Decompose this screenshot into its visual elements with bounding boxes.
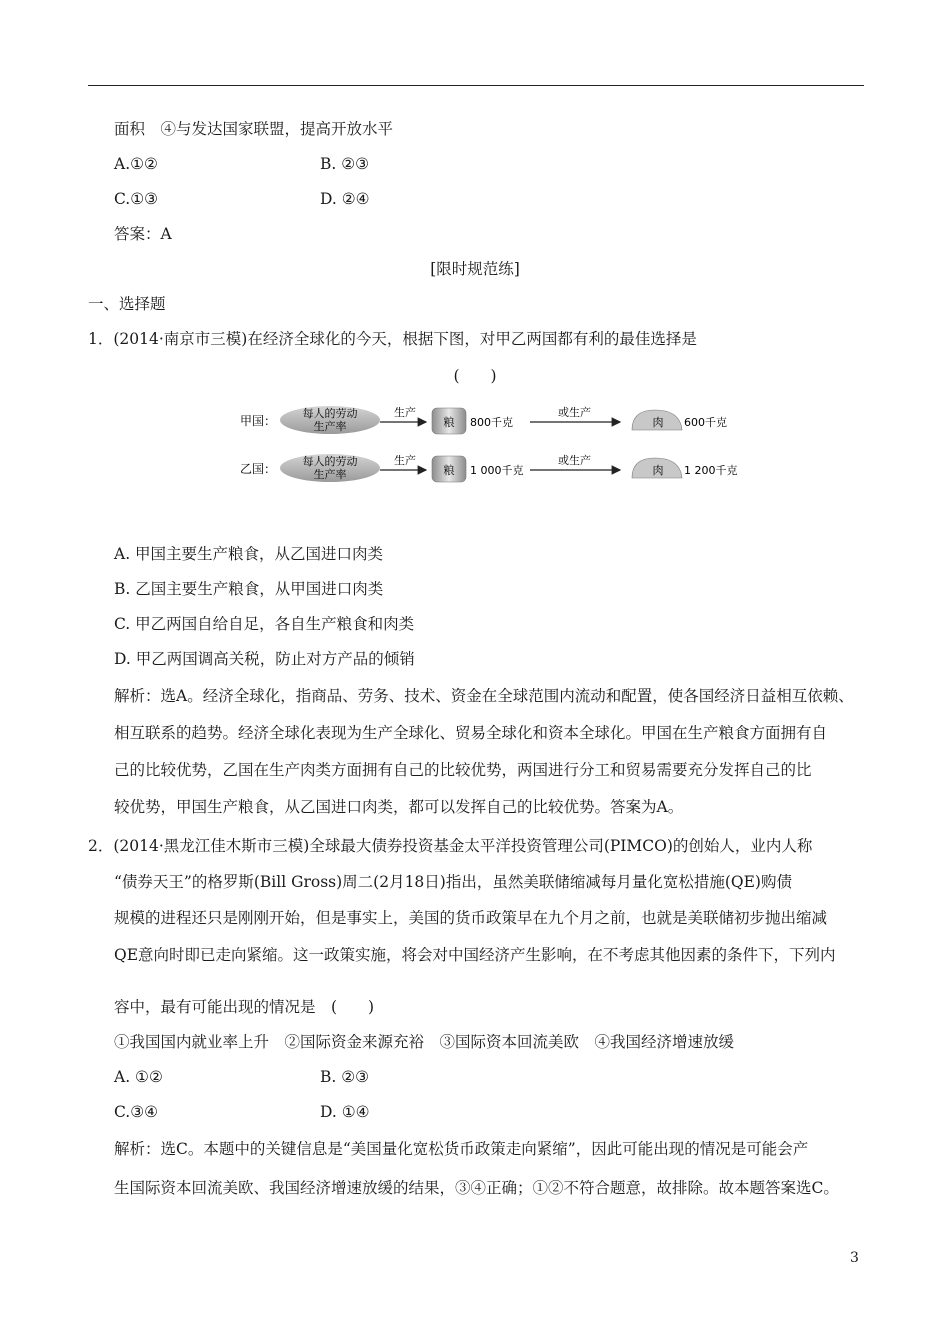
q1-analysis-line: 相互联系的趋势。经济全球化表现为生产全球化、贸易全球化和资本全球化。甲国在生产粮食方面拥有自 <box>114 724 828 742</box>
country-jia: 甲国： <box>240 414 277 428</box>
continued-line: 面积 ④与发达国家联盟，提高开放水平 <box>114 120 394 138</box>
meat-label: 肉 <box>652 416 664 429</box>
header-rule <box>88 85 864 86</box>
arrow-label-or-produce: 或生产 <box>558 454 591 467</box>
page-number: 3 <box>850 1250 859 1266</box>
answer-line: 答案：A <box>114 225 172 243</box>
grain-label: 粮 <box>443 416 455 429</box>
production-diagram <box>240 400 740 495</box>
q2-analysis-line: 解析：选C。本题中的关键信息是“美国量化宽松货币政策走向紧缩”，因此可能出现的情况是可能会产 <box>114 1140 809 1158</box>
option-d: D. ②④ <box>320 190 370 208</box>
q1-analysis-line: 较优势，甲国生产粮食，从乙国进口肉类，都可以发挥自己的比较优势。答案为A。 <box>114 798 684 816</box>
ellipse-line1: 每人的劳动 <box>302 455 358 468</box>
q2-items: ①我国国内就业率上升 ②国际资金来源充裕 ③国际资本回流美欧 ④我国经济增速放缓 <box>114 1033 735 1051</box>
q2-stem-line: 容中，最有可能出现的情况是 ( ) <box>114 998 375 1016</box>
option-a: A.①② <box>114 155 158 173</box>
meat-label: 肉 <box>652 464 664 477</box>
q2-stem-line: “债券天王”的格罗斯(Bill Gross)周二(2月18日)指出，虽然美联储缩减每月量化宽松措施(QE)购债 <box>114 873 792 891</box>
q2-stem-line: 2．(2014·黑龙江佳木斯市三模)全球最大债券投资基金太平洋投资管理公司(PIMCO)的创始人，业内人称 <box>88 837 813 855</box>
arrow-label-or-produce: 或生产 <box>558 406 591 419</box>
q1-analysis-line: 解析：选A。经济全球化，指商品、劳务、技术、资金在全球范围内流动和配置，使各国经济日益相互依赖、 <box>114 687 854 705</box>
q2-stem-line: 规模的进程还只是刚刚开始，但是事实上，美国的货币政策早在九个月之前，也就是美联储初步抛出缩减 <box>114 909 828 927</box>
q1-stem: 1．(2014·南京市三模)在经济全球化的今天，根据下图，对甲乙两国都有利的最佳选择是 <box>88 330 697 348</box>
ellipse-line2: 生产率 <box>313 468 347 481</box>
q2-stem-line: QE意向时即已走向紧缩。这一政策实施，将会对中国经济产生影响，在不考虑其他因素的条件下，下列内 <box>114 946 836 964</box>
row-yi <box>240 453 738 482</box>
q2-option-d: D. ①④ <box>320 1103 370 1121</box>
q1-option-b: B. 乙国主要生产粮食，从甲国进口肉类 <box>114 580 384 598</box>
grain-quantity: 800千克 <box>470 416 513 429</box>
arrow-label-produce: 生产 <box>394 454 416 467</box>
q1-analysis-line: 己的比较优势，乙国在生产肉类方面拥有自己的比较优势，两国进行分工和贸易需要充分发挥自己的比 <box>114 761 812 779</box>
q2-option-a: A. ①② <box>114 1068 163 1086</box>
q2-option-c: C.③④ <box>114 1103 159 1121</box>
grain-quantity: 1 000千克 <box>470 464 524 477</box>
section-heading: 一、选择题 <box>88 295 166 313</box>
q1-option-a: A. 甲国主要生产粮食，从乙国进口肉类 <box>114 545 384 563</box>
ellipse-line2: 生产率 <box>313 420 347 433</box>
q1-option-d: D. 甲乙两国调高关税，防止对方产品的倾销 <box>114 650 415 668</box>
arrow-label-produce: 生产 <box>394 406 416 419</box>
grain-label: 粮 <box>443 464 455 477</box>
q1-paren: ( ) <box>453 367 497 385</box>
section-title: [限时规范练] <box>430 260 520 278</box>
meat-quantity: 600千克 <box>684 416 727 429</box>
row-jia <box>240 405 727 434</box>
meat-quantity: 1 200千克 <box>684 464 738 477</box>
ellipse-line1: 每人的劳动 <box>302 407 358 420</box>
country-yi: 乙国： <box>240 462 277 476</box>
q1-option-c: C. 甲乙两国自给自足，各自生产粮食和肉类 <box>114 615 415 633</box>
q2-analysis-line: 生国际资本回流美欧、我国经济增速放缓的结果，③④正确；①②不符合题意，故排除。故本题答案选C。 <box>114 1179 839 1197</box>
option-b: B. ②③ <box>320 155 370 173</box>
option-c: C.①③ <box>114 190 159 208</box>
q2-option-b: B. ②③ <box>320 1068 370 1086</box>
